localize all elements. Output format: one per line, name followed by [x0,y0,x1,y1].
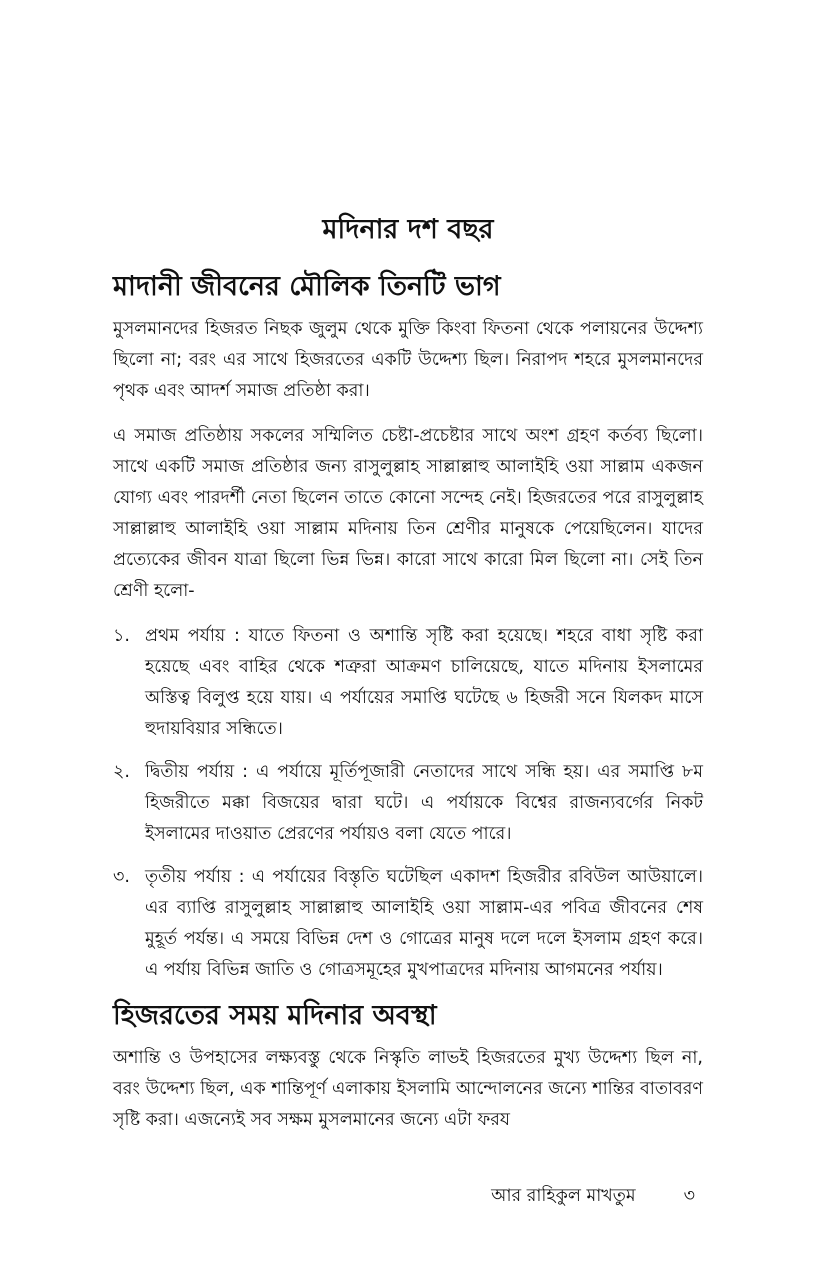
list-item [113,862,703,986]
page-number: ৩ [683,1186,695,1206]
section-heading: হিজরতের সময় মদিনার অবস্থা [113,1000,437,1032]
running-footer-title: আর রাহিকুল মাখতুম [491,1186,636,1206]
list-number: ২. [113,762,130,783]
paragraph: মুসলমানদের হিজরত নিছক জুলুম থেকে মুক্তি কিংবা ফিতনা থেকে পলায়নের উদ্দেশ্য ছিলো না; বরং এর সাথে হিজরতের একটি উদ্দেশ্য ছিল। নিরাপদ শহরে মুসলমানদের পৃথক এবং আদর্শ সমাজ প্রতিষ্ঠা করা। [113,319,703,402]
list-text: প্রথম পর্যায় : যাতে ফিতনা ও অশান্তি সৃষ্টি করা হয়েছে। শহরে বাধা সৃষ্টি করা হয়েছে এবং বাহির থেকে শত্রুরা আক্রমণ চালিয়েছে, যাতে মদিনায় ইসলামের অস্তিত্ব বিলুপ্ত হয়ে যায়। এ পর্যায়ের সমাপ্তি ঘটেছে ৬ হিজরী সনে যিলকদ মাসে হুদায়বিয়ার সন্ধিতে। [145,626,703,740]
paragraph: এ সমাজ প্রতিষ্ঠায় সকলের সম্মিলিত চেষ্টা-প্রচেষ্টার সাথে অংশ গ্রহণ কর্তব্য ছিলো। সাথে একটি সমাজ প্রতিষ্ঠার জন্য রাসুলুল্লাহ সাল্লাল্লাহু আলাইহি ওয়া সাল্লাম একজন যোগ্য এবং পারদর্শী নেতা ছিলেন তাতে কোনো সন্দেহ নেই। হিজরতের পরে রাসুলুল্লাহ সাল্লাল্লাহু আলাইহি ওয়া সাল্লাম মদিনায় তিন শ্রেণীর মানুষকে পেয়েছিলেন। যাদের প্রত্যেকের জীবন যাত্রা ছিলো ভিন্ন ভিন্ন। কারো সাথে কারো মিল ছিলো না। সেই তিন শ্রেণী হলো- [113,426,703,602]
list-text: দ্বিতীয় পর্যায় : এ পর্যায়ে মূর্তিপূজারী নেতাদের সাথে সন্ধি হয়। এর সমাপ্তি ৮ম হিজরীতে মক্কা বিজয়ের দ্বারা ঘটে। এ পর্যায়কে বিশ্বের রাজন্যবর্গের নিকট ইসলামের দাওয়াত প্রেরণের পর্যায়ও বলা যেতে পারে। [145,762,703,845]
stages-list [113,621,703,986]
section-heading: মাদানী জীবনের মৌলিক তিনটি ভাগ [113,271,501,303]
page-body [113,200,703,1150]
list-item [113,757,703,850]
chapter-title: মদিনার দশ বছর [322,214,494,245]
page-footer [113,1183,703,1212]
list-number: ৩. [113,867,130,888]
list-text: তৃতীয় পর্যায় : এ পর্যায়ের বিস্তৃতি ঘটেছিল একাদশ হিজরীর রবিউল আউয়ালে। এর ব্যাপ্তি রাসুলুল্লাহ সাল্লাল্লাহু আলাইহি ওয়া সাল্লাম-এর পবিত্র জীবনের শেষ মুহূর্ত পর্যন্ত। এ সময়ে বিভিন্ন দেশ ও গোত্রের মানুষ দলে দলে ইসলাম গ্রহণ করে। এ পর্যায় বিভিন্ন জাতি ও গোত্রসমূহের মুখপাত্রদের মদিনায় আগমনের পর্যায়। [145,867,703,981]
list-number: ১. [113,626,130,647]
list-item [113,621,703,745]
paragraph: অশান্তি ও উপহাসের লক্ষ্যবস্তু থেকে নিস্কৃতি লাভই হিজরতের মুখ্য উদ্দেশ্য ছিল না, বরং উদ্দেশ্য ছিল, এক শান্তিপূর্ণ এলাকায় ইসলামি আন্দোলনের জন্যে শান্তির বাতাবরণ সৃষ্টি করা। এজন্যেই সব সক্ষম মুসলমানের জন্যে এটা ফরয [113,1048,703,1131]
